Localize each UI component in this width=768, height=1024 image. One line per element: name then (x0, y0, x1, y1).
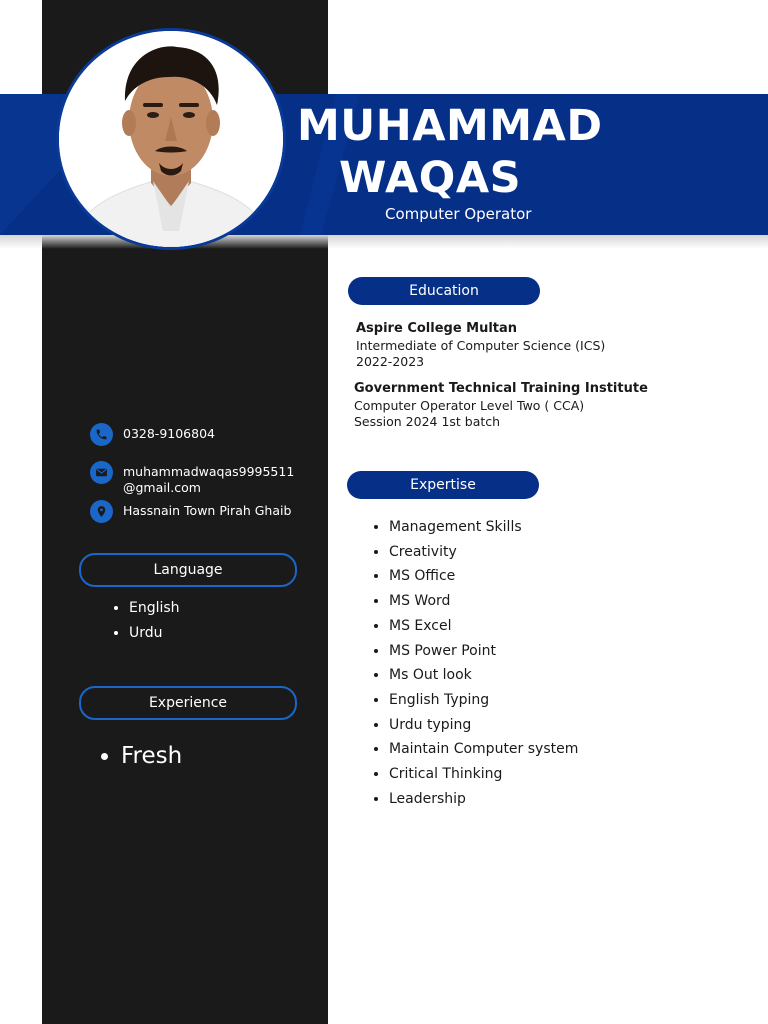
candidate-name (297, 100, 637, 204)
list-item: • Ms Out look (389, 663, 578, 688)
list-item: • Management Skills (389, 515, 578, 540)
list-item: • Creativity (389, 540, 578, 565)
phone-number: 0328-9106804 (123, 426, 215, 441)
study-period: Session 2024 1st batch (354, 414, 501, 429)
program-name: Computer Operator Level Two ( CCA) (354, 398, 585, 413)
education-entry (356, 321, 605, 370)
list-item: • MS Word (389, 589, 578, 614)
list-item: • Urdu (129, 621, 180, 646)
list-item: • MS Office (389, 564, 578, 589)
language-heading: Language (79, 553, 297, 587)
profile-photo (56, 28, 286, 250)
email-icon (90, 461, 113, 484)
address: Hassnain Town Pirah Ghaib (123, 503, 292, 518)
expertise-list (372, 515, 578, 811)
list-item: • English (129, 596, 180, 621)
list-item: • Urdu typing (389, 713, 578, 738)
institution-name: Aspire College Multan (356, 321, 518, 336)
contact-email (90, 461, 294, 496)
email-address: muhammadwaqas9995511 @gmail.com (123, 464, 295, 495)
contact-address (90, 500, 291, 523)
list-item: • MS Power Point (389, 639, 578, 664)
study-period: 2022-2023 (356, 354, 425, 369)
last-name: WAQAS (339, 153, 522, 203)
first-name: MUHAMMAD (297, 101, 603, 151)
list-item: • Fresh (121, 741, 182, 771)
contact-phone (90, 423, 215, 446)
list-item: • Maintain Computer system (389, 737, 578, 762)
list-item: • Leadership (389, 787, 578, 812)
education-heading: Education (348, 277, 540, 305)
institution-name: Government Technical Training Institute (354, 381, 648, 396)
program-name: Intermediate of Computer Science (ICS) (356, 338, 606, 353)
list-item: • MS Excel (389, 614, 578, 639)
education-entry (354, 381, 648, 430)
header-band-shadow (0, 235, 768, 249)
list-item: • English Typing (389, 688, 578, 713)
expertise-heading: Expertise (347, 471, 539, 499)
phone-icon (90, 423, 113, 446)
language-list (112, 596, 180, 645)
job-title: Computer Operator (385, 205, 532, 223)
experience-list (99, 741, 182, 771)
location-pin-icon (90, 500, 113, 523)
list-item: • Critical Thinking (389, 762, 578, 787)
experience-heading: Experience (79, 686, 297, 720)
